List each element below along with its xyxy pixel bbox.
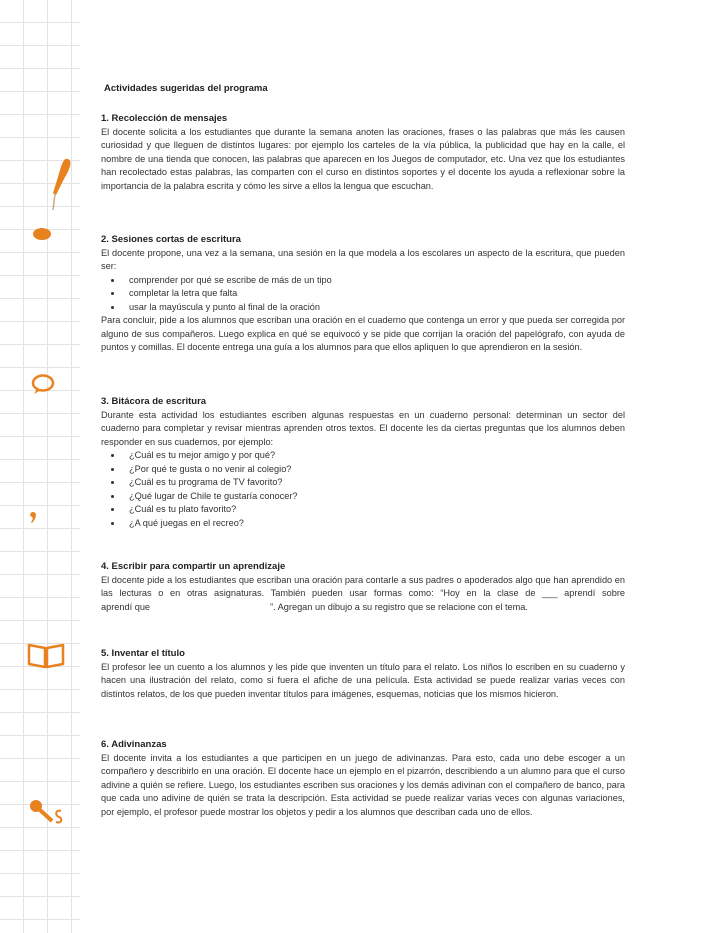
- section-sesiones: [101, 233, 625, 355]
- open-book-icon: [26, 640, 66, 670]
- magnifier-icon: [27, 797, 67, 827]
- list-item: • completar la letra que falta: [123, 287, 625, 301]
- section-heading: 5. Inventar el título: [101, 648, 185, 659]
- section-heading: 6. Adivinanzas: [101, 739, 167, 750]
- comma-icon: [28, 510, 38, 526]
- section-heading: 4. Escribir para compartir un aprendizaje: [101, 561, 286, 572]
- section-paragraph: El docente solicita a los estudiantes que durante la semana anoten las oraciones, frases o las palabras que más les causen curiosidad y que lleguen de distintos lugares: por ejemplo los carteles de la vía pública, la publicidad que hay en la calle, el nombre de una tienda que conocen, las palabras que aparecen en los Juegos de computador, etc. Una vez que los estudiantes han recolectado estas palabras, las comparten con el curso en distintos soportes y el docente los ayuda a reflexionar sobre la importancia de la palabra escrita y cómo les sirve a ellos la lengua que escuchan.: [101, 126, 625, 191]
- list-item: • usar la mayúscula y punto al final de la oración: [123, 301, 625, 315]
- list-item: • ¿Cuál es tu plato favorito?: [123, 503, 625, 517]
- list-item: • comprender por qué se escribe de más de un tipo: [123, 274, 625, 288]
- list-item: • ¿Cuál es tu programa de TV favorito?: [123, 476, 625, 490]
- section-intro: El docente propone, una vez a la semana, una sesión en la que modela a los escolares un aspecto de la escritura, que pueden ser:: [101, 247, 625, 271]
- bullet-list: [101, 274, 625, 315]
- section-bitacora: [101, 395, 625, 530]
- section-heading: 1. Recolección de mensajes: [101, 113, 228, 124]
- section-heading: 2. Sesiones cortas de escritura: [101, 234, 241, 245]
- list-item: • ¿Por qué te gusta o no venir al colegio?: [123, 463, 625, 477]
- list-item: • ¿Cuál es tu mejor amigo y por qué?: [123, 449, 625, 463]
- list-item: • ¿Qué lugar de Chile te gustaría conocer?: [123, 490, 625, 504]
- section-compartir: [101, 560, 707, 614]
- speech-bubble-icon: [30, 373, 56, 395]
- page-title: Actividades sugeridas del programa: [104, 83, 268, 94]
- section-adivinanzas: [101, 738, 625, 819]
- ink-blot-icon: [31, 224, 53, 240]
- section-intro: Durante esta actividad los estudiantes escriben algunas respuestas en un cuaderno personal: determinan un sector del cuaderno para completar y revisar mientras aprenden otros textos. El docente les da ciertas preguntas que los alumnos deben responder en sus cuadernos, por ejemplo:: [101, 409, 625, 447]
- pen-icon: [40, 155, 74, 215]
- bullet-list: [101, 449, 625, 530]
- notebook-grid-margin: [0, 0, 80, 933]
- list-item: • ¿A qué juegas en el recreo?: [123, 517, 625, 531]
- section-recoleccion: [101, 112, 625, 193]
- section-paragraph: El docente invita a los estudiantes a que participen en un juego de adivinanzas. Para esto, cada uno debe escoger a un compañero y describirlo en una oración. El docente hace un ejemplo en el pizarrón, describiendo a un alumno para que el curso adivine a quién se refiere. Luego, los estudiantes escriben sus oraciones y los demás adivinan con el compañero de banco, para que cada uno adivine de quién se trata la descripción. Esta actividad se puede realizar varias veces con algunas variaciones, por ejemplo, el profesor puede mostrar los objetos y pedir a los alumnos que describan cada uno de ellos.: [101, 752, 626, 817]
- section-outro: Para concluir, pide a los alumnos que escriban una oración en el cuaderno que contenga un error y que pueda ser corregida por alguno de sus compañeros. Luego explica en qué se equivocó y se pide que corrijan la oración del papelógrafo, con ayuda de puntos y comillas. El docente entrega una guía a los alumnos para que ellos apliquen lo que aprendieron en la sesión.: [101, 315, 625, 352]
- section-paragraph: El docente pide a los estudiantes que escriban una oración para contarle a sus padres o apoderados algo que han aprendido en las lecturas o en otras asignaturas. También pueden usar formas como: “Hoy en la clase de ___ aprendí sobre aprendí que ”. Agregan un dibujo a su registro que se relacione con el tema.: [101, 574, 707, 612]
- section-heading: 3. Bitácora de escritura: [101, 396, 207, 407]
- section-titulo: [101, 647, 625, 701]
- section-paragraph: El profesor lee un cuento a los alumnos y les pide que inventen un título para el relato. Los niños lo escriben en su cuaderno y hacen una ilustración del relato, como si fuera el afiche de una película. Esta actividad se puede realizar varias veces con distintos relatos, de los que pueden inventar títulos para imágenes, esquemas, noticias que los mismos hicieron.: [101, 661, 625, 699]
